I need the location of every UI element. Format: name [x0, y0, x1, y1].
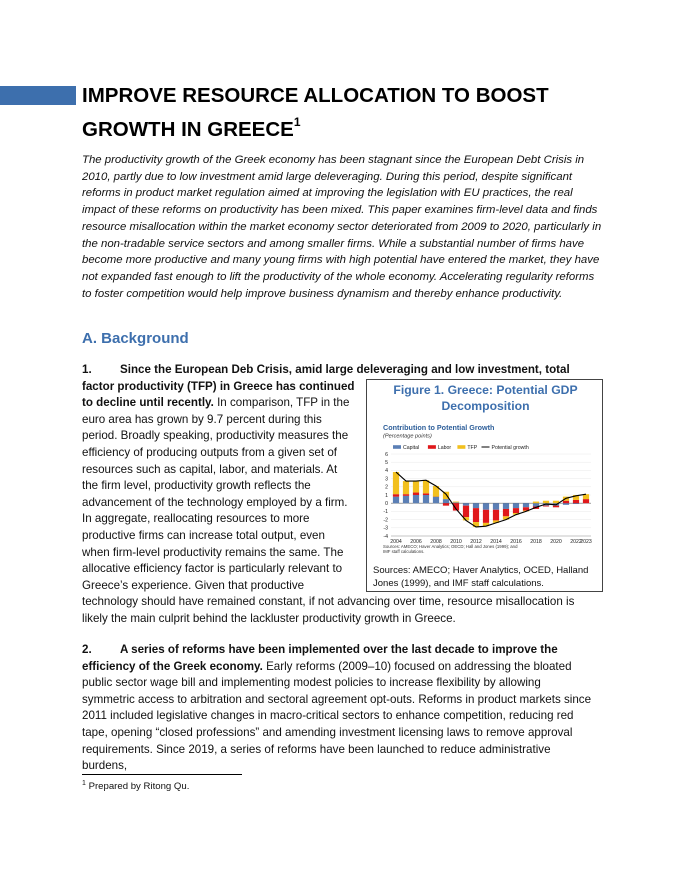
y-tick-label: -1 [383, 509, 388, 516]
bar-capital [453, 502, 459, 503]
bar-labor [473, 508, 479, 522]
paragraph-lead: A series of reforms have been implemented over the last decade to improve the efficiency of the Greek economy. [82, 643, 558, 673]
x-tick-label: 2016 [510, 539, 522, 545]
chart-source-note: Sources: AMECO; Haver Analytics; OECD; Hall and Jones (1999); and IMF staff calculations. [383, 544, 518, 555]
bar-capital [393, 497, 399, 504]
paragraph-lead: Since the European Deb Crisis, amid large deleveraging and low investment, total [120, 363, 570, 376]
footnote-text: Prepared by Ritong Qu. [88, 781, 190, 793]
bar-labor [513, 508, 519, 513]
legend-swatch-2 [457, 445, 465, 449]
y-tick-label: 3 [385, 476, 388, 483]
bar-labor [423, 493, 429, 495]
bar-tfp [403, 481, 409, 494]
y-tick-label: 6 [385, 451, 388, 458]
chart-subtitle: (Percentage points) [383, 433, 432, 440]
page-title-text: IMPROVE RESOURCE ALLOCATION TO BOOST GROWTH IN GREECE [82, 84, 549, 141]
bar-labor [463, 506, 469, 517]
y-tick-label: -3 [383, 525, 388, 532]
bar-capital [423, 495, 429, 503]
bar-tfp [533, 502, 539, 504]
page-title [82, 82, 602, 144]
abstract: The productivity growth of the Greek economy has been stagnant since the European Debt Crisis in 2010, partly due to low investment amid large deleveraging. During this period, despite significant reforms in product market regulation aimed at improving the legislation with EU practices, the real impact of these reforms on productivity has been mixed. This paper examines firm-level data and finds resource misallocation within the market economy sector deteriorated from 2009 to 2020, particularly in the non-tradable service sectors and among smaller firms. While a substantial number of firms have become more productive and many young firms with high potential have entered the market, they have not expanded fast enough to lift the productivity of the whole economy. Accelerating regularity reforms to foster competition would help improve business dynamism and thereby enhance productivity. [82, 154, 602, 300]
bar-capital [473, 503, 479, 508]
potential-growth-chart [375, 422, 597, 562]
bar-capital [503, 503, 509, 509]
legend-label: Labor [437, 444, 452, 451]
y-tick-label: -2 [383, 517, 388, 524]
bar-capital [413, 495, 419, 503]
y-tick-label: 1 [385, 492, 388, 499]
legend-label: Capital [403, 444, 420, 451]
bar-labor [443, 503, 449, 505]
bar-labor [493, 510, 499, 521]
bar-tfp [473, 522, 479, 527]
bar-capital [533, 503, 539, 506]
x-tick-label: 2008 [430, 539, 442, 545]
x-tick-label: 2006 [410, 539, 422, 545]
x-tick-label: 2004 [390, 539, 402, 545]
paragraph-number: 1. [82, 363, 92, 376]
bar-labor [413, 493, 419, 495]
bar-capital [573, 503, 579, 504]
x-tick-label: 2020 [550, 539, 562, 545]
paragraph-2 [82, 642, 596, 775]
paragraph-text-wrapped: euro area has grown by 9.7 percent during this period. Broadly speaking, productivity measures the efficiency of producing outputs from a given set of resources such as capital, labor, and materials. At the firm level, productivity growth reflects the advancement of the technology employed by a firm. In aggregate, reallocating resources to more productive firms can increase total output, even when firm-level productivity remains the same. The allocative efficiency factor is particularly relevant to Greece’s experience. Given that productive [82, 412, 349, 592]
bar-labor [503, 509, 509, 516]
x-tick-label: 2010 [450, 539, 462, 545]
section-heading: A. Background [82, 330, 189, 347]
bar-capital [443, 499, 449, 503]
bar-labor [393, 494, 399, 496]
section-color-bar [0, 86, 76, 105]
bar-tfp [423, 480, 429, 493]
legend-swatch-0 [393, 445, 401, 449]
legend-label: Potential growth [491, 444, 529, 451]
bar-tfp [393, 472, 399, 494]
figure-box [366, 379, 603, 592]
bar-labor [583, 499, 589, 503]
bar-labor [403, 494, 409, 496]
bar-capital [433, 497, 439, 504]
x-tick-label: 2022 [570, 539, 582, 545]
y-tick-label: -4 [383, 533, 388, 540]
x-tick-label: 2014 [490, 539, 502, 545]
bar-capital [483, 503, 489, 510]
bar-tfp [453, 502, 459, 503]
bar-labor [483, 510, 489, 523]
bar-capital [463, 503, 469, 505]
chart-title: Contribution to Potential Growth [383, 423, 495, 432]
footnote [82, 780, 189, 792]
bar-capital [563, 503, 569, 505]
figure-sources: Sources: AMECO; Haver Analytics, OCED, Halland Jones (1999), and IMF staff calculations. [373, 565, 589, 589]
bar-tfp [413, 481, 419, 492]
footnote-rule [82, 774, 242, 775]
bar-capital [523, 503, 529, 507]
x-tick-label: 2018 [530, 539, 542, 545]
bar-capital [403, 496, 409, 503]
bar-labor [553, 506, 559, 508]
y-tick-label: 5 [385, 460, 388, 466]
bar-labor [563, 501, 569, 503]
legend-swatch-1 [428, 445, 436, 449]
x-tick-label: 2023 [580, 539, 592, 545]
bar-capital [493, 503, 499, 510]
figure-title: Figure 1. Greece: Potential GDP Decomposition [393, 383, 578, 413]
y-tick-label: 2 [385, 484, 388, 491]
legend-label: TFP [467, 444, 478, 451]
paragraph-number: 2. [82, 643, 92, 656]
title-footnote-mark[interactable]: 1 [293, 115, 301, 129]
bar-labor [573, 500, 579, 503]
y-tick-label: 4 [385, 468, 388, 475]
bar-capital [513, 503, 519, 508]
footnote-mark: 1 [82, 780, 86, 787]
paragraph-text: Early reforms (2009–10) focused on addressing the bloated public sector wage bill and implementing modest policies to increase flexibility by allowing symmetric access to arbitration and sectoral agreement opt-outs. Reforms in product markets since 2011 included legislative changes in macro-critical sectors to enhance competition, reducing red tape, opening “closed professions” and amending investment licensing laws to remove approval requirements. Since 2019, a series of reforms have been launched to reduce administrative burdens, [82, 659, 592, 773]
paragraph-text-full: technology should have remained constant, if not advancing over time, resource misallocation is likely the main culprit behind the lackluster productivity growth in Greece. [82, 595, 575, 625]
paragraph-text-start: In comparison, TFP in the [213, 396, 350, 410]
bar-labor [543, 506, 549, 507]
paragraph-lead-end: to decline until recently. [82, 396, 214, 410]
bar-tfp [543, 501, 549, 503]
y-tick-label: 0 [385, 501, 388, 507]
paragraph-lead-cont: factor productivity (TFP) in Greece has continued [82, 379, 355, 393]
chart-legend [393, 445, 529, 451]
x-tick-label: 2012 [470, 539, 482, 545]
